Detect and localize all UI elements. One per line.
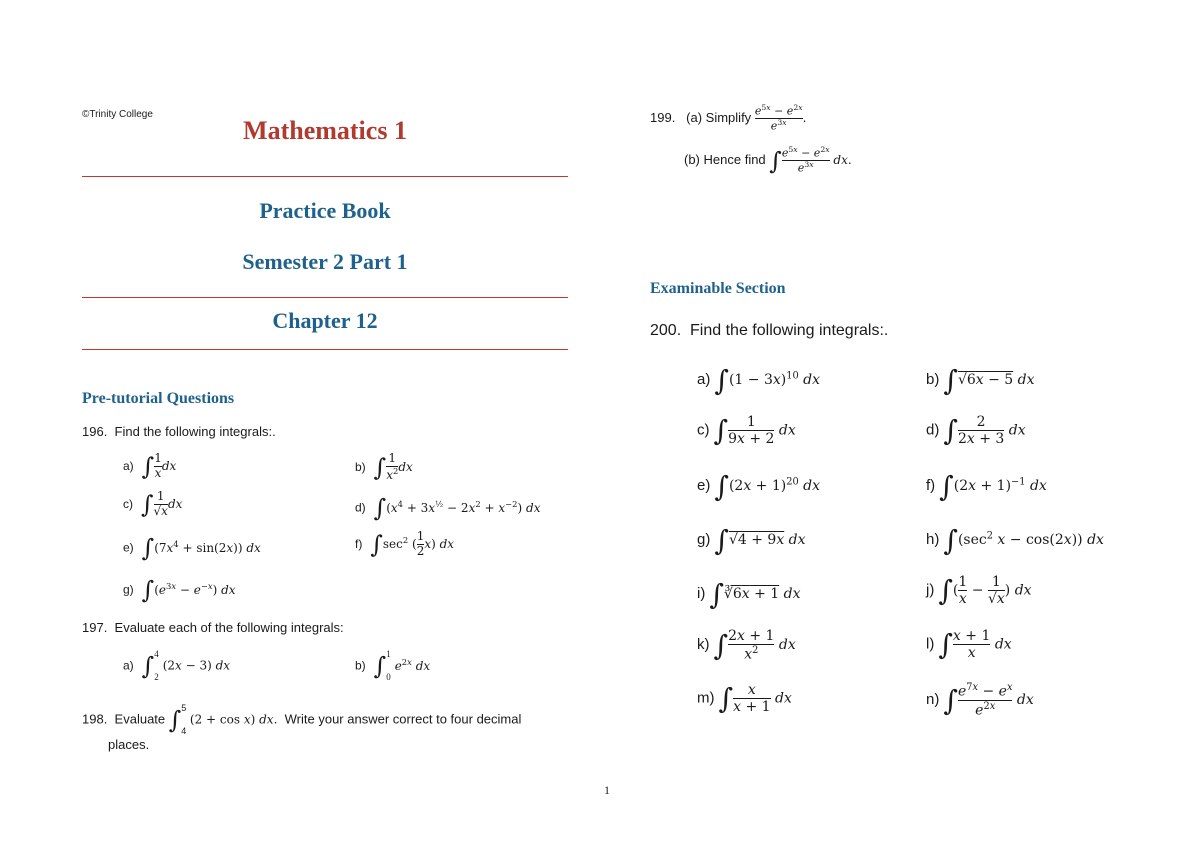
item-label: e) [123,540,134,555]
question-199b: (b) Hence find ∫ $\frac{e^{5x} - e^{2x}}{e^{3x}}$ dx. [684,145,852,175]
q200-f: f) $\int(2x + 1)^{-1}$ dx [926,470,1047,503]
q196-g: g) $\int(e^{3x} - e^{-x})$ dx [123,576,236,604]
q200-m: m) ∫ $\frac{x}{x + 1}$ dx [697,682,792,716]
q196-a: a) ∫ $\frac{1}{x}$ dx [123,451,177,481]
item-label: c) [697,421,710,439]
part-label: (a) [686,110,703,126]
question-198: 198. Evaluate ∫ 5 4 (2 + cos x) dx. Write your answer correct to four decimal [82,703,522,736]
question-prompt: Find the following integrals:. [690,322,889,339]
item-label: h) [926,531,940,549]
q200-b: b) ∫√6x − 5 dx [926,364,1035,397]
question-199a: 199. (a) Simplify $\frac{e^{5x} - e^{2x}}{e^{3x}}$ . [650,103,807,133]
q200-h: h) $\int(\sec^2$ x − cos(2x)) dx [926,524,1104,557]
question-196 [82,424,276,439]
copyright-notice: ©Trinity College [82,109,153,120]
q196-d: d) $\int(x^4 + 3x^{\frac{1}{2}} - 2x^2 + x^{-2})$ dx [355,494,541,522]
q197-a: a) ∫ 4 2 (2x − 3) dx [123,649,231,682]
divider-rule [82,349,568,350]
question-number: 196. [82,424,108,439]
question-number: 199. [650,110,676,126]
page-title: Mathematics 1 [243,116,407,145]
question-prompt: Evaluate each of the following integrals: [114,620,344,635]
question-number: 197. [82,620,108,635]
q200-g: g) ∫√4 + 9x dx [697,524,806,557]
item-label: a) [697,371,711,389]
part-text: Hence find [703,152,766,168]
item-label: k) [697,636,710,654]
q200-a: a) $\int(1 - 3x)^{10}$ dx [697,364,821,397]
chapter-title: Chapter 12 [272,308,378,333]
q196-f: f) $\int\sec^2$ ( $\frac{1}{2}$ x) dx [355,529,455,559]
question-200 [650,322,888,340]
item-label: b) [355,459,366,474]
examinable-heading: Examinable Section [650,280,786,297]
question-197 [82,620,344,635]
page-number: 1 [604,783,610,797]
q200-j: j) ∫( $\frac{1}{x}$ − $\frac{1}{√x}$ ) dx [926,574,1032,608]
item-label: c) [123,496,133,511]
item-label: b) [355,658,366,673]
item-label: j) [926,581,935,599]
item-label: l) [926,635,935,653]
q200-l: l) ∫ $\frac{x + 1}{x}$ dx [926,628,1012,662]
question-prompt: Find the following integrals:. [114,424,276,439]
question-tail: Write your answer correct to four decimal [284,711,522,727]
q200-i: i) ∫∛6x + 1 dx [697,578,801,611]
divider-rule [82,297,568,298]
item-label: d) [926,421,940,439]
q196-b: b) ∫ $\frac{1}{x^2}$ dx [355,451,413,482]
part-text: Simplify [705,110,752,126]
part-label: (b) [684,152,700,168]
q196-c: c) ∫ $\frac{1}{√x}$ dx [123,489,183,519]
q196-e: e) $\int(7x^4 + \sin(2x))$ dx [123,534,261,562]
question-198-continuation: places. [108,737,150,752]
q200-e: e) $\int(2x + 1)^{20}$ dx [697,470,820,503]
divider-rule [82,176,568,177]
item-label: d) [355,500,366,515]
item-label: b) [926,371,940,389]
item-label: e) [697,477,711,495]
q197-b: b) ∫ 1 0 $e^{2x}$ dx [355,649,431,682]
item-label: m) [697,689,715,707]
question-word: Evaluate [114,711,166,727]
question-number: 200. [650,322,682,339]
item-label: i) [697,585,706,603]
item-label: g) [123,582,134,597]
pretutorial-heading: Pre-tutorial Questions [82,390,235,407]
q200-k: k) ∫ $\frac{2x + 1}{x^2}$ dx [697,628,796,663]
q200-d: d) ∫ $\frac{2}{2x + 3}$ dx [926,414,1026,448]
item-label: a) [123,458,134,473]
item-label: f) [355,536,363,551]
semester-title: Semester 2 Part 1 [242,249,408,274]
practice-book-title: Practice Book [259,198,391,223]
item-label: g) [697,531,711,549]
item-label: n) [926,690,940,708]
item-label: f) [926,477,936,495]
q200-c: c) ∫ $\frac{1}{9x + 2}$ dx [697,414,796,448]
q200-n: n) ∫ $\frac{e^{7x} - e^x}{e^{2x}}$ dx [926,682,1034,719]
item-label: a) [123,658,134,673]
question-number: 198. [82,711,108,727]
